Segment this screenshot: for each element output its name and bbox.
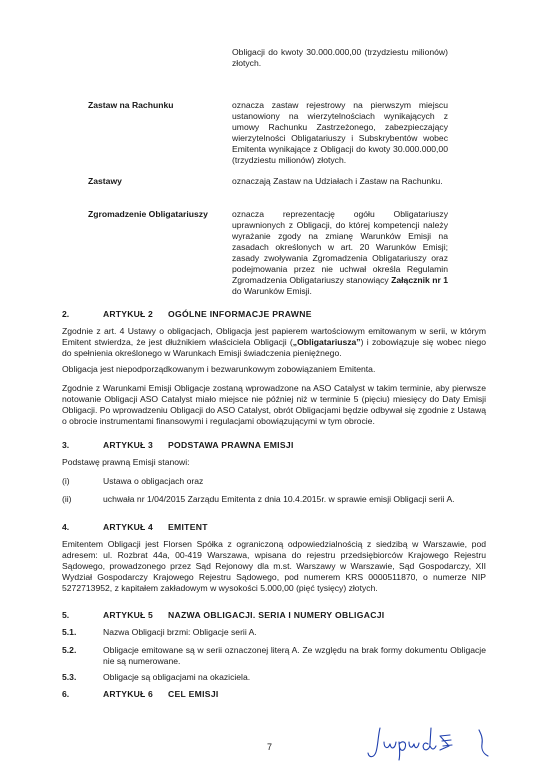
- article-5-sub-3-text: Obligacje są obligacjami na okaziciela.: [103, 672, 251, 682]
- definition-body-zgromadzenie-part1: oznacza reprezentację ogółu Obligatariuszy uprawnionych z Obligacji, do której kompetencji należy wyrażanie zgody na zmianę Warunków Emisji na zasadach określonych w art. 20 Warunków Emisji; zasady zwoływania Zgromadzenia Obligatariuszy oraz podejmowania przez nie uchwał określa Regulamin Zgromadzenia Obligatariuszy stanowiący: [232, 209, 448, 285]
- article-2-p1-bold: „Obligatariusza”: [292, 337, 361, 347]
- article-2-title: OGÓLNE INFORMACJE PRAWNE: [168, 309, 312, 319]
- article-2-number: 2.: [62, 309, 70, 319]
- article-2-label: ARTYKUŁ 2: [103, 309, 154, 319]
- article-3-item-2-number: (ii): [62, 494, 72, 504]
- handwritten-signature: [366, 722, 496, 762]
- definition-body-zgromadzenie-part2: do Warunków Emisji.: [232, 286, 312, 296]
- definition-term-zgromadzenie: Zgromadzenie Obligatariuszy: [88, 209, 208, 219]
- article-4-label: ARTYKUŁ 4: [103, 522, 154, 532]
- article-4-body: Emitentem Obligacji jest Florsen Spółka z ograniczoną odpowiedzialnością z siedzibą w Warszawie, pod adresem: ul. Rozbrat 44a, 00-419 Warszawa, wpisana do rejestru przedsiębiorców Krajowego Rejestru Sądowego, prowadzonego przez Sąd Rejonowy dla m.st. Warszawy w Warszawie, Sąd Gospodarczy, XII Wydział Gospodarczy Krajowego Rejestru Sądowego, pod numerem KRS 0000511870, o numerze NIP 5272713952, z kapitałem zakładowym w wysokości 5.000,00 (pięć tysięcy) złotych.: [62, 539, 486, 593]
- article-4-number: 4.: [62, 522, 70, 532]
- article-3-number: 3.: [62, 440, 70, 450]
- definition-continuation: Obligacji do kwoty 30.000.000,00 (trzydziestu milionów) złotych.: [232, 46, 448, 68]
- article-2-paragraph-2: Obligacja jest niepodporządkowanym i bezwarunkowym zobowiązaniem Emitenta.: [62, 364, 376, 374]
- article-3-item-2-text: uchwała nr 1/04/2015 Zarządu Emitenta z dnia 10.4.2015r. w sprawie emisji Obligacji serii A.: [103, 494, 455, 504]
- article-3-intro: Podstawę prawną Emisji stanowi:: [62, 457, 190, 467]
- article-5-sub-3-number: 5.3.: [62, 672, 77, 682]
- article-6-number: 6.: [62, 689, 70, 699]
- definition-body-zgromadzenie: [232, 209, 448, 297]
- article-5-number: 5.: [62, 610, 70, 620]
- article-5-sub-2-text: Obligacje emitowane są w serii oznaczonej literą A. Ze względu na brak formy dokumentu Obligacje nie są numerowane.: [103, 645, 486, 666]
- article-2-p1-c: ) i zobowiązuje się wobec niego do spełnienia określonego w Warunkach Emisji świadczenia pieniężnego.: [62, 337, 486, 358]
- article-3-label: ARTYKUŁ 3: [103, 440, 154, 450]
- article-6-title: CEL EMISJI: [168, 689, 219, 699]
- definition-term-zastawy: Zastawy: [88, 176, 122, 186]
- article-4-title: EMITENT: [168, 522, 208, 532]
- article-3-item-1-number: (i): [62, 476, 70, 486]
- article-3-title: PODSTAWA PRAWNA EMISJI: [168, 440, 294, 450]
- article-2-paragraph-3: Zgodnie z Warunkami Emisji Obligacje zostaną wprowadzone na ASO Catalyst w takim terminie, aby pierwsze notowanie Obligacji ASO Catalyst miało miejsce nie później niż w terminie 5 (pięciu) miesięcy do Daty Emisji Obligacji. Po wprowadzeniu Obligacji do ASO Catalyst, obrót Obligacjami będzie odbywał się zgodnie z Ustawą o obrocie instrumentami finansowymi i regulacjami obowiązującymi w tym obrocie.: [62, 383, 486, 426]
- article-5-sub-2-number: 5.2.: [62, 645, 77, 655]
- definition-body-zastaw-rachunku: oznacza zastaw rejestrowy na pierwszym miejscu ustanowiony na wierzytelnościach wynikających z umowy Rachunku Zastrzeżonego, zabezpieczający wierzytelności Obligatariuszy i Subskrybentów wobec Emitenta wynikające z Obligacji do kwoty 30.000.000,00 (trzydziestu milionów) złotych.: [232, 100, 448, 165]
- definition-body-zastawy: oznaczają Zastaw na Udziałach i Zastaw na Rachunku.: [232, 176, 443, 186]
- article-2-paragraph-1: [62, 326, 486, 359]
- article-5-label: ARTYKUŁ 5: [103, 610, 154, 620]
- article-3-item-1-text: Ustawa o obligacjach oraz: [103, 476, 204, 486]
- article-2-p1-a: Zgodnie z art. 4 Ustawy o obligacjach, Obligacja jest papierem wartościowym emitowanym w serii, w którym Emitent stwierdza, że jest dłużnikiem właściciela Obligacji (: [62, 326, 486, 347]
- definition-body-zgromadzenie-bold: Załącznik nr 1: [391, 275, 448, 285]
- article-5-sub-1-text: Nazwa Obligacji brzmi: Obligacje serii A.: [103, 627, 257, 637]
- article-5-sub-1-number: 5.1.: [62, 627, 77, 637]
- definition-term-zastaw-rachunku: Zastaw na Rachunku: [88, 100, 174, 110]
- article-5-title: NAZWA OBLIGACJI. SERIA I NUMERY OBLIGACJI: [168, 610, 385, 620]
- article-6-label: ARTYKUŁ 6: [103, 689, 154, 699]
- page-number: 7: [267, 742, 273, 752]
